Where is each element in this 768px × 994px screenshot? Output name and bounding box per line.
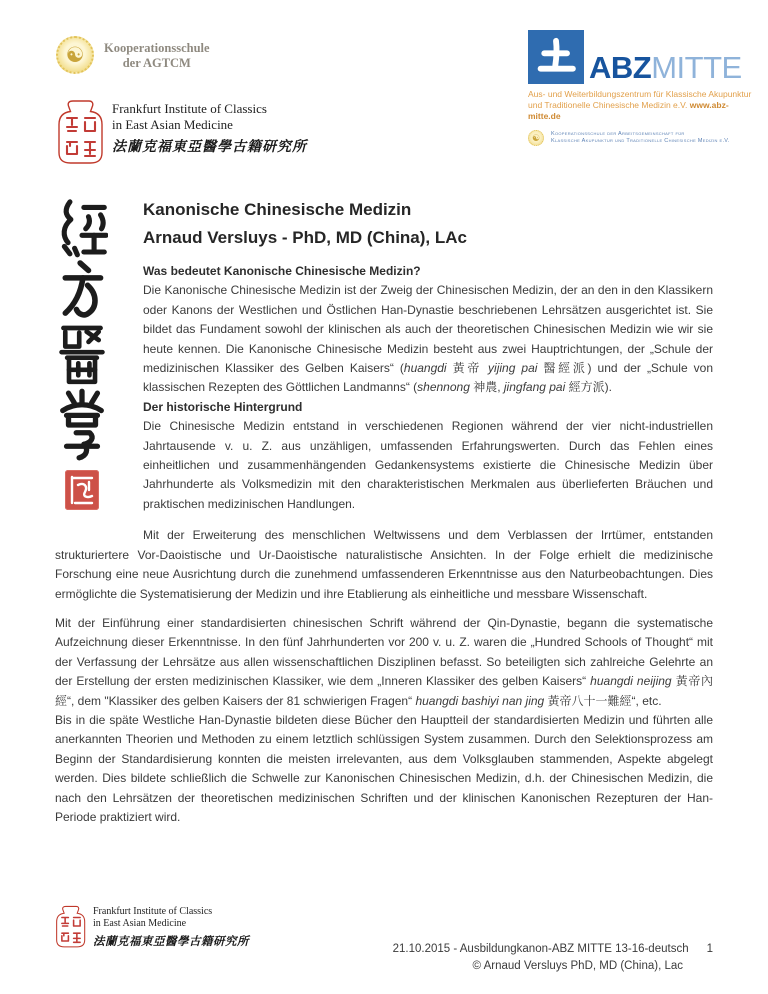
footer-doc-info [393, 941, 713, 975]
paragraph-5: Bis in die späte Westliche Han-Dynastie bildeten diese Bücher den Hauptteil der standardisierten Medizin und führten alle anerkannten Theorien und Methoden zu einem letztlich schlüssigen System zusammen. Durch den Selektionsprozess am Beginn der Standardisierung konnten die meisten irrelevanten, aus dem Volksglauben stammenden, Aspekte abgelegt werden. Dies bildete schließlich die Schwelle zur Kanonischen Chinesischen Medizin, d.h. der Chinesischen Medizin, die nach den Lehrsätzen der theoretischen medizinischen Schriften und der klinischen Kanonischen Rezepturen der Han-Periode praktiziert wird. [55, 712, 713, 824]
footer-logo [56, 903, 249, 949]
page-title [143, 196, 713, 252]
abz-coop-row [528, 130, 752, 146]
page-number: 1 [706, 943, 713, 955]
section-what-is [143, 262, 713, 398]
paragraph-1: Die Kanonische Chinesische Medizin ist der Zweig der Chinesischen Medizin, der an den in den Klassikern oder Kanons der Westlichen und Östlichen Han-Dynastie beschriebenen Lehrsätzen ausgerichtet ist. Sie bildet das Fundament sowohl der klinischen als auch der theoretischen Chinesischen Medizin wie wir sie heute kennen. Die Kanonische Chinesische Medizin besteht aus zwei Hauptrichtungen, der „Schule der medizinischen Klassiker des Gelben Kaisers“ (huangdi 黃帝 yijing pai 醫經派) und der „Schule von klassischen Rezepten des Göttlichen Landmanns“ (shennong 神農, jingfang pai 經方派). [143, 283, 713, 395]
copyright-line: © Arnaud Versluys PhD, MD (China), Lac [472, 960, 683, 972]
footer-logo-label [93, 903, 249, 949]
yin-yang-glyph: ☯ [65, 43, 85, 67]
section-heading-1: Was bedeutet Kanonische Chinesische Medizin? [143, 264, 421, 278]
fic-name-line1: Frankfurt Institute of Classics [112, 101, 267, 116]
abz-coop-note-line2: Klassische Akupunktur und Traditionelle Chinesische Medizin e.V. [551, 138, 730, 144]
fic-name-line2: in East Asian Medicine [112, 116, 233, 132]
abz-wordmark-light: MITTE [651, 50, 742, 85]
section-heading-2: Der historische Hintergrund [143, 399, 303, 414]
agtcm-logo [56, 36, 210, 74]
agtcm-label-line2: der AGTCM [122, 56, 191, 70]
abz-url-link[interactable]: www.abz-mitte.de [528, 100, 729, 121]
abz-wordmark-bold: ABZ [589, 50, 652, 85]
yin-yang-small-icon [528, 130, 544, 146]
paragraph-3: Mit der Erweiterung des menschlichen Weltwissens und dem Verblassen der Irrtümer, entstanden strukturiertere Vor-Daoistische und Ur-Daoistische naturalistische Ansichten. In der Folge erhielt die medizinische Forschung eine neue Ausrichtung durch die zunehmend umfassenderen Erkenntnisse aus den Naturbeobachtungen. Dies ermöglichte die Systematisierung der Medizin und ihre Etablierung als einheitliche und messbare Wissenschaft. [55, 528, 713, 601]
author-line: Arnaud Versluys - PhD, MD (China), LAc [143, 228, 467, 247]
abz-coop-note-line1: Kooperationsschule der Arbeitsgemeinschaft für [551, 131, 685, 137]
paragraph-4: Mit der Einführung einer standardisierten chinesischen Schrift während der Qin-Dynastie, begann die systematische Aufzeichnung dieser Erkenntnisse. In den fünf Jahrhunderten vor 200 v. u. Z. waren die „Hundred Schools of Thought“ mit der Verfassung der Lehrsätze aus allen wissenschaftlichen Disziplinen befasst. So beteiligten sich zahlreiche Gelehrte an der Erstellung der ersten medizinischen Klassiker, wie dem „Inneren Klassiker des gelben Kaisers“ huangdi neijing 黃帝內經“, dem "Klassiker des gelben Kaisers der 81 schwierigen Fragen“ huangdi bashiyi nan jing 黃帝八十一難經“, etc. [55, 615, 714, 708]
abz-square-icon [528, 30, 584, 84]
yin-yang-small-glyph: ☯ [531, 132, 541, 143]
abz-tagline-line2 [528, 100, 752, 122]
fic-label [112, 98, 307, 156]
yin-yang-icon [56, 36, 94, 74]
abz-tagline-line1: Aus- und Weiterbildungszentrum für Klassische Akupunktur [528, 89, 752, 99]
agtcm-label [104, 36, 210, 71]
footer-doc-line: 21.10.2015 - Ausbildungkanon-ABZ MITTE 13-16-deutsch [392, 943, 689, 955]
page-title-line1: Kanonische Chinesische Medizin [143, 200, 412, 219]
fic-name-chinese: 法蘭克福東亞醫學古籍研究所 [112, 139, 307, 155]
paragraph-2: Die Chinesische Medizin entstand in verschiedenen Regionen während der vier nicht-industriellen Jahrtausende v. u. Z. aus unzähligen, umfassenden Erfahrungswerten. Durch das Fehlen eines einheitlichen und zusammenhängenden Gedankensystems existierte die Chinesische Medizin über Jahrhunderte als Volksmedizin mit den charakteristischen Merkmalen aus überlieferten Bräuchen und praktischen medizinischen Handlungen. [143, 419, 713, 511]
agtcm-label-line1: Kooperationsschule [104, 41, 210, 55]
footer-seal-icon [56, 903, 86, 949]
fic-logo [58, 98, 307, 164]
abz-wordmark-row [528, 30, 752, 84]
fic-seal-icon [58, 98, 104, 164]
document-content [55, 196, 713, 827]
footer-row-1 [393, 941, 713, 958]
abz-wordmark [589, 50, 742, 85]
abz-coop-note [551, 131, 730, 145]
abz-mitte-logo [528, 30, 752, 146]
footer-logo-line1: Frankfurt Institute of Classics [93, 906, 213, 917]
footer-logo-chinese: 法蘭克福東亞醫學古籍研究所 [93, 934, 249, 948]
section-history [143, 398, 713, 514]
section-continuation [55, 526, 713, 827]
footer-logo-line2: in East Asian Medicine [93, 918, 187, 929]
abz-tagline [528, 89, 752, 122]
abz-tagline-line2-text: und Traditionelle Chinesische Medizin e.V. [528, 100, 690, 110]
earth-character-icon [534, 35, 578, 79]
